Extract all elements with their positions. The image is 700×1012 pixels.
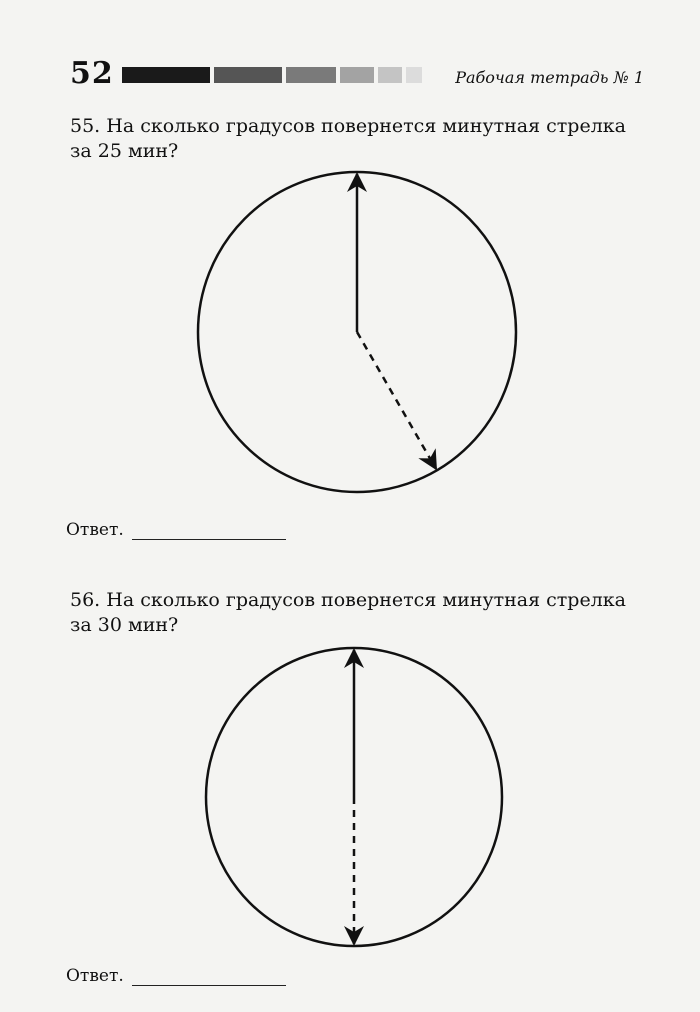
question-text: за 25 мин?: [70, 140, 179, 162]
answer-label: Ответ.: [66, 966, 124, 986]
bar-segment: [340, 67, 374, 83]
question-text: за 30 мин?: [70, 614, 179, 636]
clock-hand-end: [357, 332, 436, 469]
bar-segment: [286, 67, 336, 83]
header-decorative-bar: [122, 67, 428, 83]
answer-blank[interactable]: [132, 525, 286, 540]
bar-segment: [214, 67, 282, 83]
answer-blank[interactable]: [132, 971, 286, 986]
answer-label: Ответ.: [66, 520, 124, 540]
question-text: 56. На сколько градусов повернется минутная стрелка: [70, 589, 626, 611]
question-text: 55. На сколько градусов повернется минутная стрелка: [70, 115, 626, 137]
page-number: 52: [70, 56, 114, 91]
answer-row-55: [66, 520, 286, 540]
workbook-title: Рабочая тетрадь № 1: [455, 68, 644, 87]
answer-row-56: [66, 966, 286, 986]
question-55: [70, 114, 650, 164]
clock-diagram-56: [204, 646, 506, 950]
bar-segment: [378, 67, 402, 83]
question-56: [70, 588, 650, 638]
bar-segment: [406, 67, 422, 83]
bar-segment: [122, 67, 210, 83]
clock-diagram-55: [196, 170, 520, 496]
